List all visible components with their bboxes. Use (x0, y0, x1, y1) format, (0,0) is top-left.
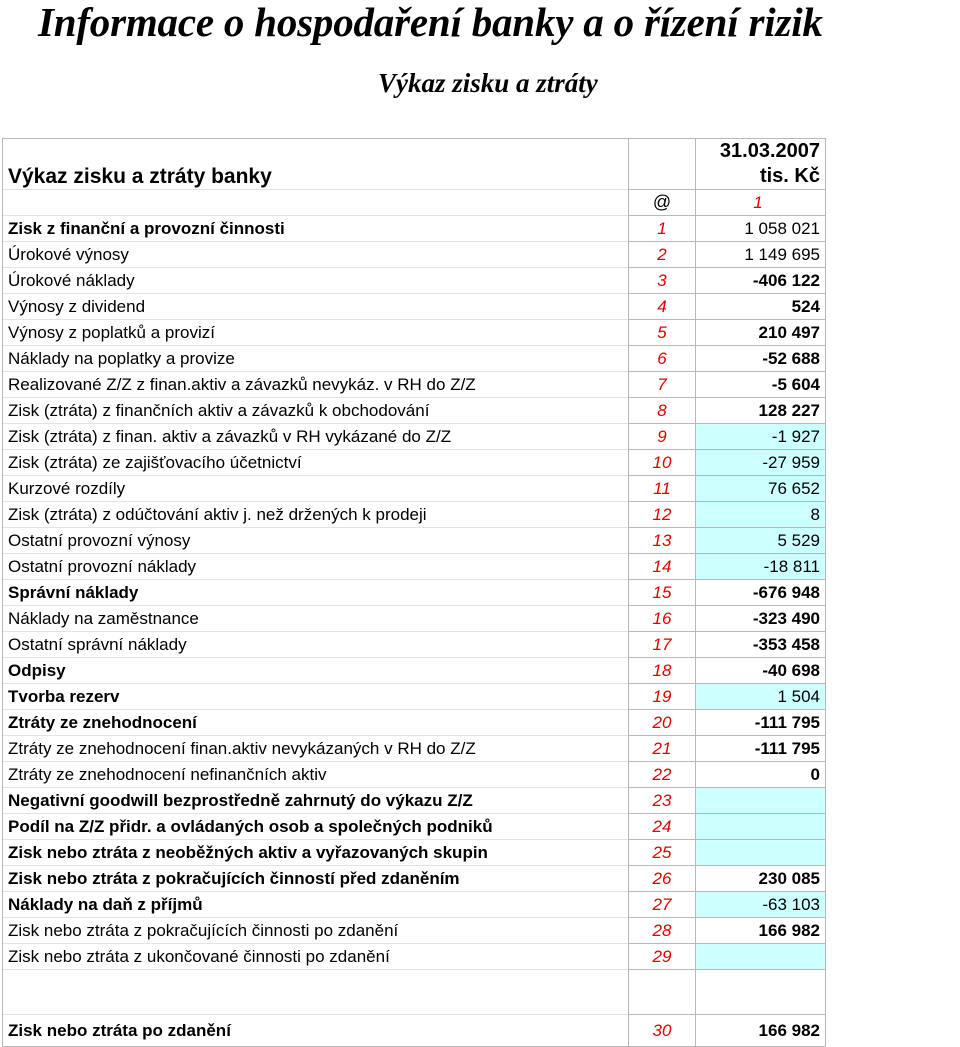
row-number: 1 (629, 216, 696, 242)
table-row (3, 580, 826, 606)
income-statement-table (2, 138, 826, 1047)
row-value: -63 103 (696, 892, 826, 918)
row-number: 15 (629, 580, 696, 606)
row-number: 7 (629, 372, 696, 398)
table-row (3, 216, 826, 242)
row-label: Ztráty ze znehodnocení (3, 710, 629, 736)
row-value: 166 982 (696, 918, 826, 944)
spacer-row (3, 970, 826, 1015)
row-number: 27 (629, 892, 696, 918)
row-value: 8 (696, 502, 826, 528)
row-label: Ostatní správní náklady (3, 632, 629, 658)
table-row (3, 242, 826, 268)
row-value: -111 795 (696, 710, 826, 736)
row-label: Podíl na Z/Z přidr. a ovládaných osob a společných podniků (3, 814, 629, 840)
row-number: 18 (629, 658, 696, 684)
row-value: -5 604 (696, 372, 826, 398)
row-number: 20 (629, 710, 696, 736)
row-number: 21 (629, 736, 696, 762)
table-row (3, 814, 826, 840)
row-number: 9 (629, 424, 696, 450)
row-value: 210 497 (696, 320, 826, 346)
row-number: 16 (629, 606, 696, 632)
row-label: Ostatní provozní náklady (3, 554, 629, 580)
row-value: -40 698 (696, 658, 826, 684)
table-row (3, 424, 826, 450)
row-value: 128 227 (696, 398, 826, 424)
unit-label: tis. Kč (696, 164, 826, 190)
table-row (3, 450, 826, 476)
report-date: 31.03.2007 (696, 139, 826, 165)
row-value: -323 490 (696, 606, 826, 632)
table-row (3, 632, 826, 658)
table-row (3, 554, 826, 580)
row-number: 23 (629, 788, 696, 814)
table-row (3, 268, 826, 294)
table-row (3, 944, 826, 970)
row-value: 1 149 695 (696, 242, 826, 268)
row-value: -111 795 (696, 736, 826, 762)
row-number: 25 (629, 840, 696, 866)
table-row (3, 528, 826, 554)
total-label: Zisk nebo ztráta po zdanění (3, 1015, 629, 1047)
row-label: Náklady na daň z příjmů (3, 892, 629, 918)
row-number: 5 (629, 320, 696, 346)
row-number: 28 (629, 918, 696, 944)
row-number: 2 (629, 242, 696, 268)
row-value: 5 529 (696, 528, 826, 554)
table-row (3, 684, 826, 710)
row-label: Zisk nebo ztráta z neoběžných aktiv a vyřazovaných skupin (3, 840, 629, 866)
document-title: Informace o hospodaření banky a o řízení rizik (38, 0, 823, 45)
row-label: Zisk (ztráta) z odúčtování aktiv j. než držených k prodeji (3, 502, 629, 528)
total-value: 166 982 (696, 1015, 826, 1047)
row-label: Úrokové náklady (3, 268, 629, 294)
column-index-row (3, 190, 826, 216)
table-row (3, 710, 826, 736)
table-row (3, 736, 826, 762)
row-value: -406 122 (696, 268, 826, 294)
row-number: 24 (629, 814, 696, 840)
row-number: 14 (629, 554, 696, 580)
row-label: Zisk nebo ztráta z pokračujících činnosti po zdanění (3, 918, 629, 944)
table-row (3, 476, 826, 502)
table-row (3, 346, 826, 372)
row-value: 1 504 (696, 684, 826, 710)
row-label: Negativní goodwill bezprostředně zahrnutý do výkazu Z/Z (3, 788, 629, 814)
table-row (3, 658, 826, 684)
row-label: Kurzové rozdíly (3, 476, 629, 502)
row-number: 11 (629, 476, 696, 502)
table-row (3, 840, 826, 866)
row-value: -27 959 (696, 450, 826, 476)
table-row (3, 866, 826, 892)
row-label: Ostatní provozní výnosy (3, 528, 629, 554)
row-value: -52 688 (696, 346, 826, 372)
column-marker: @ (629, 190, 696, 216)
row-label: Ztráty ze znehodnocení finan.aktiv nevykázaných v RH do Z/Z (3, 736, 629, 762)
column-number: 1 (696, 190, 826, 216)
row-label: Odpisy (3, 658, 629, 684)
row-number: 17 (629, 632, 696, 658)
row-number: 26 (629, 866, 696, 892)
row-label: Zisk nebo ztráta z pokračujících činností před zdaněním (3, 866, 629, 892)
row-label: Ztráty ze znehodnocení nefinančních aktiv (3, 762, 629, 788)
row-label: Náklady na poplatky a provize (3, 346, 629, 372)
row-value: -353 458 (696, 632, 826, 658)
table-row (3, 892, 826, 918)
row-number: 19 (629, 684, 696, 710)
row-number: 4 (629, 294, 696, 320)
row-label: Zisk (ztráta) z finančních aktiv a závazků k obchodování (3, 398, 629, 424)
row-value: -1 927 (696, 424, 826, 450)
table-heading: Výkaz zisku a ztráty banky (3, 164, 629, 190)
row-value (696, 944, 826, 970)
table-row (3, 606, 826, 632)
table-row (3, 788, 826, 814)
row-label: Náklady na zaměstnance (3, 606, 629, 632)
row-value: 524 (696, 294, 826, 320)
row-label: Úrokové výnosy (3, 242, 629, 268)
row-value: 0 (696, 762, 826, 788)
row-label: Zisk z finanční a provozní činnosti (3, 216, 629, 242)
row-number: 10 (629, 450, 696, 476)
total-number: 30 (629, 1015, 696, 1047)
row-number: 13 (629, 528, 696, 554)
document-subtitle: Výkaz zisku a ztráty (378, 68, 598, 98)
row-label: Správní náklady (3, 580, 629, 606)
row-value (696, 788, 826, 814)
row-number: 6 (629, 346, 696, 372)
row-value: -18 811 (696, 554, 826, 580)
row-value (696, 814, 826, 840)
row-value: 76 652 (696, 476, 826, 502)
row-label: Realizované Z/Z z finan.aktiv a závazků nevykáz. v RH do Z/Z (3, 372, 629, 398)
row-label: Tvorba rezerv (3, 684, 629, 710)
row-number: 12 (629, 502, 696, 528)
table-row (3, 320, 826, 346)
table-row (3, 398, 826, 424)
row-number: 29 (629, 944, 696, 970)
row-value: 230 085 (696, 866, 826, 892)
table-row (3, 372, 826, 398)
row-label: Výnosy z poplatků a provizí (3, 320, 629, 346)
row-label: Zisk (ztráta) ze zajišťovacího účetnictví (3, 450, 629, 476)
table-row-total (3, 1015, 826, 1047)
table-header-title-row (3, 164, 826, 190)
table-row (3, 918, 826, 944)
row-number: 8 (629, 398, 696, 424)
row-value: -676 948 (696, 580, 826, 606)
row-value: 1 058 021 (696, 216, 826, 242)
table-header-date-row (3, 139, 826, 165)
row-number: 3 (629, 268, 696, 294)
row-label: Zisk nebo ztráta z ukončované činnosti po zdanění (3, 944, 629, 970)
table-row (3, 294, 826, 320)
row-number: 22 (629, 762, 696, 788)
table-row (3, 502, 826, 528)
row-label: Výnosy z dividend (3, 294, 629, 320)
row-value (696, 840, 826, 866)
row-label: Zisk (ztráta) z finan. aktiv a závazků v RH vykázané do Z/Z (3, 424, 629, 450)
table-row (3, 762, 826, 788)
